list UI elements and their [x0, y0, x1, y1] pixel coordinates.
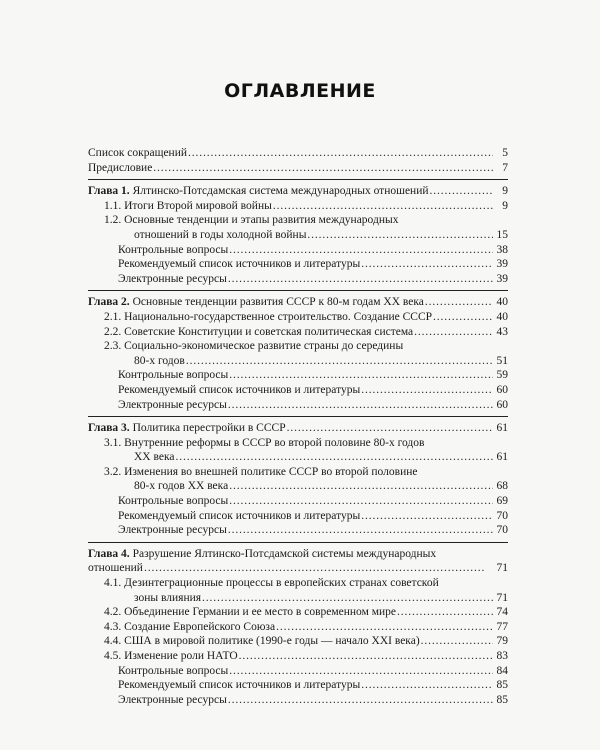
page-title: ОГЛАВЛЕНИЕ	[224, 80, 376, 102]
toc-section: 2.1. Национально-государственное строительство. Создание СССР . . . 40	[88, 310, 508, 325]
toc-section-line: 3.2. Изменения во внешней политике СССР во второй половине	[104, 465, 418, 478]
toc-section-continuation: XX века . . . 61	[88, 450, 508, 465]
divider	[88, 179, 508, 180]
toc-page-number: 61	[496, 451, 508, 464]
chapter-heading-continuation: отношений . . . 71	[88, 561, 508, 576]
toc-page-number: 85	[496, 693, 508, 706]
toc-page-number: 61	[496, 422, 508, 435]
toc-page-number: 59	[496, 369, 508, 382]
chapter-title: Политика перестройки в СССР	[132, 422, 286, 435]
toc-extra: Рекомендуемый список источников и литературы . . . 39	[88, 257, 508, 272]
section-text: 1.1. Итоги Второй мировой войны	[104, 199, 272, 212]
divider	[88, 290, 508, 291]
toc-page-number: 43	[496, 325, 508, 338]
toc-page-number: 15	[496, 228, 508, 241]
toc-page-number: 5	[502, 147, 508, 159]
toc-extra: Контрольные вопросы . . . 84	[88, 664, 508, 679]
toc-entry	[88, 161, 508, 176]
toc-page-number: 84	[496, 664, 508, 677]
toc-section-continuation: 80-х годов . . . 51	[88, 354, 508, 369]
section-text: 1.2. Основные тенденции и этапы развития международных	[104, 214, 399, 227]
toc-section-line: 4.1. Дезинтеграционные процессы в европейских странах советской	[104, 577, 439, 590]
toc-extra: Электронные ресурсы . . . 39	[88, 272, 508, 287]
chapter-heading	[88, 421, 508, 436]
toc-extra: Электронные ресурсы . . . 70	[88, 523, 508, 538]
chapter-heading	[88, 547, 508, 562]
toc-section: 4.5. Изменение роли НАТО . . . 83	[88, 649, 508, 664]
table-of-contents	[88, 146, 508, 707]
toc-extra: Рекомендуемый список источников и литературы . . . 60	[88, 383, 508, 398]
toc-extra: Рекомендуемый список источников и литературы . . . 70	[88, 509, 508, 524]
toc-page-number: 7	[502, 161, 508, 174]
toc-page-number: 69	[496, 495, 508, 508]
toc-section: 4.3. Создание Европейского Союза . . . 77	[88, 620, 508, 635]
toc-page-number: 71	[496, 591, 508, 604]
toc-page-number: 40	[496, 310, 508, 323]
toc-section: 2.2. Советские Конституции и советская политическая система . . . 43	[88, 325, 508, 340]
toc-page-number: 71	[496, 562, 508, 575]
toc-page-number: 74	[496, 606, 508, 619]
toc-page-number: 68	[496, 480, 508, 493]
toc-extra: Контрольные вопросы . . . 38	[88, 243, 508, 258]
toc-page-number: 70	[496, 524, 508, 537]
toc-page-number: 60	[496, 383, 508, 396]
toc-page-number: 9	[502, 185, 508, 198]
chapter-label: Глава 3.	[88, 422, 130, 435]
toc-entry	[88, 146, 508, 161]
toc-section-continuation: 80-х годов XX века . . . 68	[88, 479, 508, 494]
toc-extra: Электронные ресурсы . . . 85	[88, 693, 508, 708]
toc-entry-text: Список сокращений	[88, 147, 188, 159]
chapter-label: Глава 1.	[88, 185, 130, 198]
toc-section	[88, 199, 508, 214]
divider	[88, 416, 508, 417]
toc-page-number: 9	[502, 199, 508, 212]
toc-section-continuation	[88, 228, 508, 243]
toc-page-number: 85	[496, 679, 508, 692]
toc-section-continuation: зоны влияния . . . 71	[88, 591, 508, 606]
toc-page-number: 39	[496, 272, 508, 285]
toc-page-number: 70	[496, 509, 508, 522]
toc-page-number: 38	[496, 243, 508, 256]
chapter-heading	[88, 295, 508, 310]
toc-extra: Контрольные вопросы . . . 69	[88, 494, 508, 509]
toc-page-number: 77	[496, 620, 508, 633]
chapter-label: Глава 2.	[88, 296, 130, 309]
toc-section-line: 3.1. Внутренние реформы в СССР во второй половине 80-х годов	[104, 436, 425, 449]
toc-page-number: 39	[496, 258, 508, 271]
toc-page-number: 83	[496, 650, 508, 662]
toc-section-line	[88, 213, 508, 228]
chapter-title: Разрушение Ялтинско-Потсдамской системы международных	[132, 547, 437, 560]
toc-extra: Контрольные вопросы . . . 59	[88, 368, 508, 383]
toc-extra: Электронные ресурсы . . . 60	[88, 398, 508, 413]
chapter-heading	[88, 184, 508, 199]
toc-section: 4.2. Объединение Германии и ее место в современном мире . . . 74	[88, 605, 508, 620]
toc-page-number: 60	[496, 398, 508, 411]
section-text-continued: отношений в годы холодной войны	[134, 228, 307, 241]
toc-page-number: 40	[496, 296, 508, 309]
toc-page-number: 51	[496, 354, 508, 367]
chapter-title: Ялтинско-Потсдамская система международных отношений	[132, 185, 429, 198]
toc-extra: Рекомендуемый список источников и литературы . . . 85	[88, 678, 508, 693]
toc-page-number: 79	[496, 635, 508, 648]
chapter-title: Основные тенденции развития СССР к 80-м годам XX века	[132, 296, 424, 309]
toc-section: 4.4. США в мировой политике (1990-е годы — начало XXI века) . . . 79	[88, 634, 508, 649]
divider	[88, 542, 508, 543]
toc-section-line: 2.3. Социально-экономическое развитие страны до середины	[104, 340, 404, 353]
chapter-label: Глава 4.	[88, 547, 130, 560]
toc-entry-text: Предисловие	[88, 161, 153, 174]
